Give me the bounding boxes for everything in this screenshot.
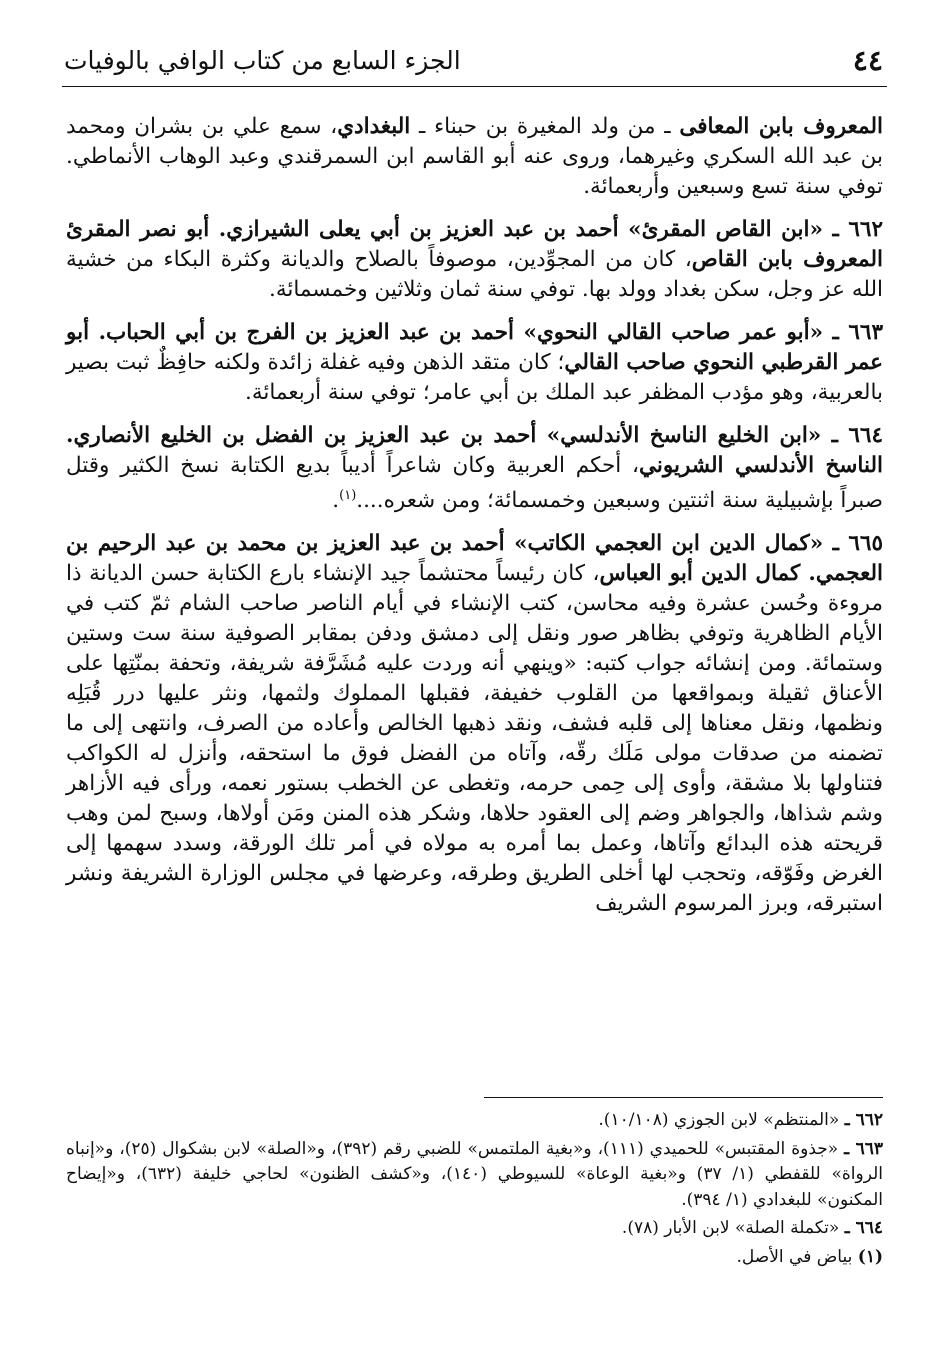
entry-heading: المعروف بابن المعافى <box>679 114 883 139</box>
footnote-label: ٦٦٢ ـ <box>844 1110 883 1130</box>
entry-text: ، كان من المجوِّدين، موصوفاً بالصلاح والديانة وكثرة البكاء من خشية الله عز وجل، سكن بغداد وولد بها. توفي سنة ثمان وثلاثين وخمسمائة. <box>66 247 883 302</box>
entry-text: ، كان رئيساً محتشماً جيد الإنشاء بارع الكتابة حسن الديانة ذا مروءة وحُسن عشرة وفيه محاسن، كتب الإنشاء في أيام الناصر صاحب الشام ثمّ كتب في الأيام الظاهرية وتوفي بظاهر صور ونقل إلى دمشق ودفن بمقابر الصوفية سنة ست وستين وستمائة. ومن إنشائه جواب كتبه: «وينهي أنه وردت عليه مُشَرَّفة شريفة، وتحفة بمنّتِها على الأعناق ثقيلة وبمواقعها من القلوب خفيفة، فقبلها المملوك ولثمها، ونثر عليها درر قُبَلِه ونظمها، ونقل معناها إلى قلبه فشف، ونقد ذهبها الخالص وأعاده من الصرف، وانتهى إلى ما تضمنه من صدقات مولى مَلَك رقّه، وآتاه من الفضل فوق ما استحقه، وأنزل له الكواكب فتناولها بلا مشقة، وأوى إلى حِمى حرمه، وتغطى عن الخطب بستور نعمه، ورأى فيه الأزاهر وشم شذاها، والجواهر وضم إلى العقود حلاها، وشكر هذه المنن ومَن أولاها، وسبح لمن وهب قريحته هذه البدائع وآتاها، وعمل بما أمره به مولاه في أمر تلك الورقة، وسدد سهمها إلى الغرض وفَوّقه، وتحجب لها أخلى الطريق وطرقه، وعرضها في مجلس الوزارة الشريفة ونشر استبرقه، وبرز المرسوم الشريف <box>66 561 883 917</box>
entry-heading: ٦٦٢ ـ «ابن القاص المقرئ» أحمد بن عبد العزيز بن أبي يعلى الشيرازي. أبو نصر المقرئ المعروف بابن القاص <box>66 217 883 272</box>
footnote-divider <box>484 1097 883 1098</box>
footnote-662 <box>66 1108 883 1134</box>
running-head: الجزء السابع من كتاب الوافي بالوفيات <box>64 46 461 75</box>
footnote-marker: (١) <box>339 488 357 503</box>
entry-664 <box>66 421 883 516</box>
footnote-663 <box>66 1137 883 1214</box>
page-header <box>62 38 887 87</box>
footnote-label: (١) <box>857 1246 883 1267</box>
footnote-text: «جذوة المقتبس» للحميدي (١١١)، و«بغية الملتمس» للضبي رقم (٣٩٢)، و«الصلة» لابن بشكوال (٢٥)، و«إنباه الرواة» للقفطي (١/ ٣٧) و«بغية الوعاة» للسيوطي (١٤٠)، و«كشف الظنون» لحاجي خليفة (٦٣٢)، و«إيضاح المكنون» للبغدادي (١/ ٣٩٤). <box>66 1138 884 1210</box>
entry-heading: ٦٦٣ ـ «أبو عمر صاحب القالي النحوي» أحمد بن عبد العزيز بن الفرج بن أبي الحباب. أبو عمر القرطبي النحوي صاحب القالي <box>66 320 883 375</box>
entry-text: . <box>332 488 340 514</box>
footnote-text: «تكملة الصلة» لابن الأبار (٧٨). <box>621 1218 840 1238</box>
entry-heading: ٦٦٥ ـ «كمال الدين ابن العجمي الكاتب» أحمد بن عبد العزيز بن محمد بن عبد الرحيم بن العجمي. كمال الدين أبو العباس <box>66 531 883 587</box>
entry-nisba: البغدادي <box>337 114 411 139</box>
footnote-1 <box>66 1245 883 1271</box>
entry-text: ، أحكم العربية وكان شاعراً أديباً بديع الكتابة نسخ الكثير وقتل صبراً بإشبيلية سنة اثنتين وسبعين وخمسمائة؛ ومن شعره.... <box>66 453 883 514</box>
footnote-label: ٦٦٣ ـ <box>844 1138 883 1159</box>
entry-663 <box>66 318 883 408</box>
entry-heading: ٦٦٤ ـ «ابن الخليع الناسخ الأندلسي» أحمد بن عبد العزيز بن الفضل بن الخليع الأنصاري. الناسخ الأندلسي الشريوني <box>66 423 883 478</box>
page-number: ٤٤ <box>852 44 883 77</box>
footnotes <box>66 1108 883 1273</box>
entry-continuation <box>66 112 883 202</box>
footnote-text: بياض في الأصل. <box>736 1246 853 1267</box>
entry-665 <box>66 529 883 919</box>
entry-text: ؛ كان متقد الذهن وفيه غفلة زائدة ولكنه حافِظٌ ثبت بصير بالعربية، وهو مؤدب المظفر عبد الملك بن أبي عامر؛ توفي سنة أربعمائة. <box>66 350 883 405</box>
footnote-text: «المنتظم» لابن الجوزي (١٠/١٠٨). <box>598 1110 840 1130</box>
footnote-label: ٦٦٤ ـ <box>844 1218 883 1238</box>
entry-text: ـ من ولد المغيرة بن حبناء ـ <box>410 114 680 139</box>
entry-text: ، سمع علي بن بشران ومحمد بن عبد الله السكري وغيرهما، وروى عنه أبو القاسم ابن السمرقندي وعبد الوهاب الأنماطي. توفي سنة تسع وسبعين وأربعمائة. <box>66 114 883 199</box>
main-text <box>66 112 883 932</box>
footnote-664 <box>66 1216 883 1242</box>
entry-662 <box>66 215 883 305</box>
